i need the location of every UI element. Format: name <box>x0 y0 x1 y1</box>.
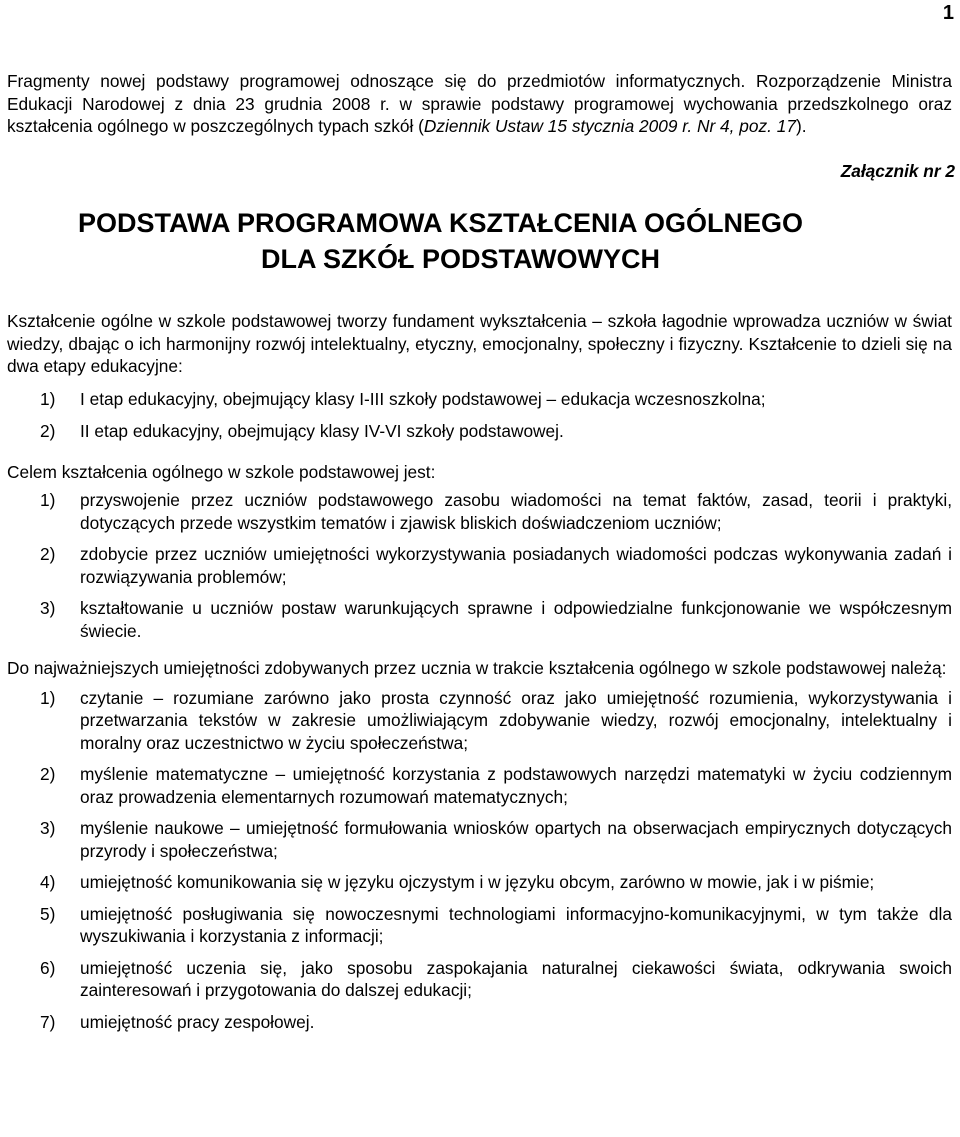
title-line-1: PODSTAWA PROGRAMOWA KSZTAŁCENIA OGÓLNEGO <box>78 208 803 238</box>
list-item <box>7 543 952 588</box>
attachment-label: Załącznik nr 2 <box>840 160 955 181</box>
list-item <box>7 489 952 534</box>
list-item-text: myślenie matematyczne – umiejętność korzystania z podstawowych narzędzi matematyki w życiu codziennym oraz prowadzenia elementarnych rozumowań matematycznych; <box>80 764 952 807</box>
intro-citation: Dziennik Ustaw 15 stycznia 2009 r. Nr 4, poz. 17 <box>423 116 796 136</box>
section3-list <box>7 687 952 1034</box>
list-item-text: umiejętność pracy zespołowej. <box>80 1011 315 1032</box>
list-item-text: czytanie – rozumiane zarówno jako prosta czynność oraz jako umiejętność rozumienia, wykorzystywania i przetwarzania tekstów w zakresie umożliwiającym zdobywanie wiedzy, rozwój emocjonalny, intelektualny i moralny oraz uczestnictwo w życiu społeczeństwa; <box>80 687 952 753</box>
list-item-number: 4) <box>40 872 56 892</box>
list-item <box>7 817 952 862</box>
list-item-text: zdobycie przez uczniów umiejętności wykorzystywania posiadanych wiadomości podczas wykonywania zadań i rozwiązywania problemów; <box>80 544 952 587</box>
list-item-text: myślenie naukowe – umiejętność formułowania wniosków opartych na obserwacjach empirycznych dotyczących przyrody i społeczeństwa; <box>80 818 952 861</box>
list-item-number: 5) <box>40 903 56 924</box>
list-item <box>7 388 952 411</box>
intro-paragraph <box>7 70 952 138</box>
section2-paragraph: Celem kształcenia ogólnego w szkole podstawowej jest: <box>7 461 436 482</box>
list-item-number: 1) <box>40 490 56 510</box>
list-item <box>7 597 952 642</box>
document-title <box>7 205 952 277</box>
list-item-text: II etap edukacyjny, obejmujący klasy IV-VI szkoły podstawowej. <box>80 421 564 441</box>
list-item-text: kształtowanie u uczniów postaw warunkujących sprawne i odpowiedzialne funkcjonowanie we współczesnym świecie. <box>80 598 952 641</box>
list-item-text: umiejętność komunikowania się w języku ojczystym i w języku obcym, zarówno w mowie, jak i w piśmie; <box>80 872 875 892</box>
document-page <box>7 70 955 1033</box>
list-item-number: 1) <box>40 687 56 708</box>
list-item <box>7 1011 952 1034</box>
list-item-text: umiejętność uczenia się, jako sposobu zaspokajania naturalnej ciekawości świata, odkrywania swoich zainteresowań i przygotowania do dalszej edukacji; <box>80 957 952 1000</box>
title-line-2: DLA SZKÓŁ PODSTAWOWYCH <box>261 244 660 274</box>
section1-paragraph: Kształcenie ogólne w szkole podstawowej tworzy fundament wykształcenia – szkoła łagodnie wprowadza uczniów w świat wiedzy, dbając o ich harmonijny rozwój intelektualny, etyczny, emocjonalny, społeczny i fizyczny. Kształcenie to dzieli się na dwa etapy edukacyjne: <box>7 311 952 376</box>
section2-list <box>7 489 952 642</box>
list-item-number: 3) <box>40 818 56 838</box>
list-item-number: 2) <box>40 421 56 441</box>
list-item <box>7 687 952 755</box>
list-item-number: 2) <box>40 764 56 784</box>
list-item <box>7 420 952 443</box>
intro-text-end: ). <box>795 116 807 136</box>
list-item <box>7 903 952 948</box>
list-item-number: 2) <box>40 544 56 564</box>
intro-text: Fragmenty nowej podstawy programowej odnoszące się do przedmiotów informatycznych. Rozporządzenie Ministra Edukacji Narodowej z dnia 23 grudnia 2008 r. w sprawie podstawy programowej wychowania przedszkolnego oraz kształcenia ogólnego w poszczególnych typach szkół ( <box>7 71 952 136</box>
section3-paragraph: Do najważniejszych umiejętności zdobywanych przez ucznia w trakcie kształcenia ogólnego w szkole podstawowej należą: <box>7 658 947 678</box>
list-item-number: 1) <box>40 388 56 409</box>
page-number: 1 <box>942 2 954 24</box>
list-item <box>7 763 952 808</box>
section1-list <box>7 388 952 443</box>
list-item <box>7 871 952 894</box>
list-item-text: przyswojenie przez uczniów podstawowego zasobu wiadomości na temat faktów, zasad, teorii i praktyki, dotyczących przede wszystkim tematów i zjawisk bliskich doświadczeniom uczniów; <box>80 490 952 533</box>
list-item-text: I etap edukacyjny, obejmujący klasy I-III szkoły podstawowej – edukacja wczesnoszkolna; <box>80 388 766 409</box>
list-item-text: umiejętność posługiwania się nowoczesnymi technologiami informacyjno-komunikacyjnymi, w tym także dla wyszukiwania i korzystania z informacji; <box>80 903 952 946</box>
list-item-number: 6) <box>40 957 56 978</box>
list-item-number: 7) <box>40 1011 56 1032</box>
list-item <box>7 957 952 1002</box>
list-item-number: 3) <box>40 598 56 618</box>
